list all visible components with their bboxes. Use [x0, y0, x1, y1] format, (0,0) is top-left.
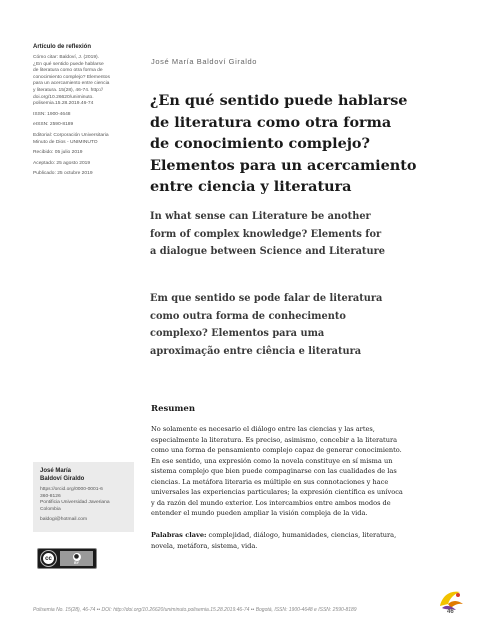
author-byline: José María Baldoví Giraldo: [151, 57, 258, 66]
title-portuguese: [150, 290, 440, 360]
abstract-line: entender el mundo pueden ampliar la visión compleja de la vida.: [151, 509, 368, 517]
author-name-line: Baldoví Giraldo: [40, 475, 85, 482]
abstract-line: como una forma de pensamiento complejo capaz de generar conocimiento.: [151, 446, 402, 454]
abstract-line: y da razón del mundo exterior. Los intercambios entre ambos modos de: [151, 498, 391, 507]
citation-text: [33, 55, 131, 108]
citation-line: para un acercamiento entre ciencia: [33, 81, 110, 87]
citation-line: ¿En qué sentido puede hablarse: [33, 61, 104, 67]
citation-line: conocimiento complejo? Elementos: [33, 74, 110, 80]
title-line: de literatura como otra forma: [150, 113, 392, 131]
issn-text: ISSN: 1900-4648: [33, 111, 71, 117]
title-line: Em que sentido se pode falar de literatura: [150, 293, 383, 304]
citation-line[interactable]: y literatura. 15(28), 46-74. http://: [33, 87, 103, 93]
title-line: form of complex knowledge? Elements for: [150, 228, 382, 240]
citation-line: Cómo citar: Baldoví, J. (2019).: [33, 55, 100, 60]
author-orcid[interactable]: [40, 487, 129, 500]
abstract-line: universales las experiencias particulares; la expresión científica es unívoca: [151, 488, 403, 496]
title-line: aproximação entre ciência e literatura: [150, 345, 362, 357]
abstract-line: especialmente la literatura. Es preciso, asimismo, concebir a la literatura: [151, 435, 398, 444]
by-label: BY: [74, 560, 79, 565]
title-line: Elementos para un acercamiento: [150, 156, 417, 174]
keywords-line-1: [151, 530, 435, 541]
citation-line: de literatura como otra forma de: [33, 68, 103, 74]
citation-line[interactable]: polisemia.15.28.2019.46-74: [33, 101, 94, 107]
publisher-text: [33, 133, 131, 146]
affiliation-line: Pontificia Universidad Javeriana: [40, 500, 110, 506]
page-number: 46: [447, 609, 454, 615]
page-footer: Polisemia No. 15(28), 46-74 •• DOI: http://doi.org/10.26620/uniminuto.polisemia.15.28.2019.46-74 •• Bogotá, ISSN: 1900-4648 e ISSN: 2590-8189: [33, 607, 357, 613]
by-attribution-block: [60, 551, 93, 566]
author-email[interactable]: baldogi@hotmail.com: [40, 517, 88, 523]
keywords-line-2: novela, metáfora, sistema, vida.: [151, 541, 258, 550]
title-spanish: [150, 90, 440, 198]
title-line: In what sense can Literature be another: [150, 211, 371, 222]
eissn-text: eISSN: 2590-8189: [33, 122, 74, 128]
publisher-line: Minuto de Dios - UNIMINUTO: [33, 139, 98, 145]
title-line: ¿En qué sentido puede hablarse: [150, 92, 408, 109]
abstract-line: No solamente es necesario el diálogo entre las ciencias y las artes,: [151, 425, 375, 433]
cc-icon: cc: [41, 551, 56, 566]
published-date: Publicado: 25 octubre 2019: [33, 171, 93, 177]
title-line: complexo? Elementos para uma: [150, 328, 325, 339]
person-icon: ●: [73, 552, 80, 560]
cc-by-license-badge[interactable]: [37, 548, 97, 569]
author-name-line: José María: [40, 468, 72, 474]
abstract-text: [151, 424, 435, 519]
title-english: [150, 208, 440, 261]
abstract-line: ciencias. La metáfora literaria es múltiple en sus connotaciones y hace: [151, 477, 389, 486]
keywords-label: Palabras clave:: [151, 531, 207, 539]
publisher-line: Editorial: Corporación Universitaria: [33, 132, 109, 138]
title-line: entre ciencia y literatura: [150, 178, 352, 195]
orcid-line[interactable]: 360-8126: [40, 493, 61, 499]
title-line: de conocimiento complejo?: [150, 135, 370, 152]
title-line: a dialogue between Science and Literature: [150, 246, 385, 257]
title-line: como outra forma de conhecimento: [150, 310, 346, 322]
keywords: [151, 530, 435, 551]
abstract-heading: Resumen: [151, 404, 196, 414]
abstract-line: sistema complejo que bien puede compaginarse con las cualidades de las: [151, 467, 397, 475]
citation-line[interactable]: doi.org/10.26620/uniminuto.: [33, 94, 94, 100]
author-info-box: [33, 462, 134, 532]
author-name: [40, 468, 129, 483]
orcid-line[interactable]: https://orcid.org/0000-0001-6: [40, 487, 103, 492]
abstract-line: En ese sentido, una expresión como la novela constituye en sí misma un: [151, 456, 393, 465]
article-info-sidebar: [33, 44, 131, 182]
article-type-heading: Artículo de reflexión: [33, 44, 92, 50]
accepted-date: Aceptado: 25 agosto 2019: [33, 160, 91, 166]
affiliation-line: Colombia: [40, 506, 61, 512]
keywords-values: complejidad, diálogo, humanidades, ciencias, literatura,: [206, 531, 397, 539]
received-date: Recibido: 05 julio 2019: [33, 150, 83, 156]
author-affiliation: [40, 500, 129, 513]
